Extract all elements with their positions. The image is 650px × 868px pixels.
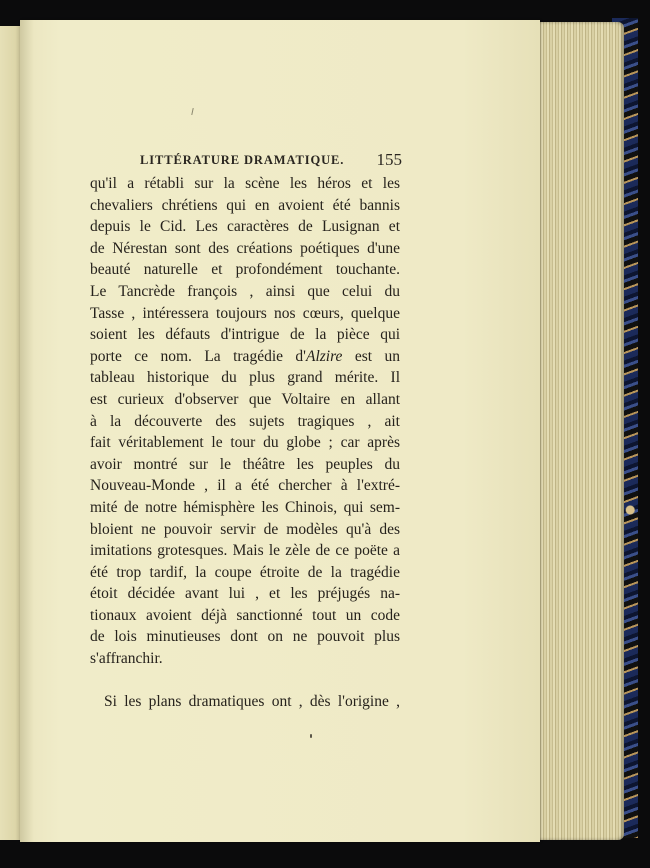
text-line: été trop tardif, la coupe étroite de la tragédie: [90, 563, 400, 581]
pencil-mark: [191, 108, 193, 115]
text-line: fait véritablement le tour du globe ; car après: [90, 434, 400, 452]
paper-speck: [310, 734, 312, 738]
text-line: de lois minutieuses dont on ne pouvoit plus: [90, 628, 400, 646]
text-line: tableau historique du plus grand mérite. Il: [90, 369, 400, 387]
italic-title: Alzire: [305, 347, 343, 365]
body-text: [90, 173, 400, 712]
text-line: tionaux avoient déjà sanctionné tout un code: [90, 606, 400, 624]
text-segment: est un: [342, 347, 401, 365]
text-line: étoit décidée avant lui , et les préjugés na-: [90, 585, 400, 603]
text-line: imitations grotesques. Mais le zèle de ce poëte a: [90, 542, 400, 560]
text-line: avoir montré sur le théâtre les peuples du: [90, 455, 400, 473]
text-line: est curieux d'observer que Voltaire en allant: [90, 390, 400, 408]
text-line: à la découverte des sujets tragiques , ait: [90, 412, 400, 430]
text-line: soient les défauts d'intrigue de la pièce qui: [90, 326, 400, 344]
text-line: depuis le Cid. Les caractères de Lusignan et: [90, 218, 400, 236]
running-head: [140, 150, 402, 170]
text-line: chevaliers chrétiens qui en avoient été bannis: [90, 196, 400, 214]
paragraph-gap: [90, 670, 400, 691]
text-line: de Nérestan sont des créations poétiques d'une: [90, 239, 400, 257]
facing-page-edge: [0, 26, 22, 840]
text-line-with-italic: [90, 346, 400, 368]
text-line: beauté naturelle et profondément touchante.: [90, 261, 400, 279]
text-line: Le Tancrède françois , ainsi que celui du: [90, 282, 400, 300]
text-line: bloient ne pouvoir servir de modèles qu'à des: [90, 520, 400, 538]
text-line: qu'il a rétabli sur la scène les héros et les: [90, 175, 400, 192]
text-segment: porte ce nom. La tragédie d': [90, 347, 306, 365]
page-number: 155: [376, 150, 402, 169]
text-line: Tasse , intéressera toujours nos cœurs, quelque: [90, 304, 400, 322]
text-line: mité de notre hémisphère les Chinois, qui sem-: [90, 498, 400, 516]
book-page: [20, 20, 540, 842]
text-line: Nouveau-Monde , il a été chercher à l'extré-: [90, 477, 400, 495]
running-title: LITTÉRATURE DRAMATIQUE.: [140, 153, 345, 167]
text-line: s'affranchir.: [90, 650, 163, 668]
text-line: Si les plans dramatiques ont , dès l'origine ,: [104, 692, 400, 710]
